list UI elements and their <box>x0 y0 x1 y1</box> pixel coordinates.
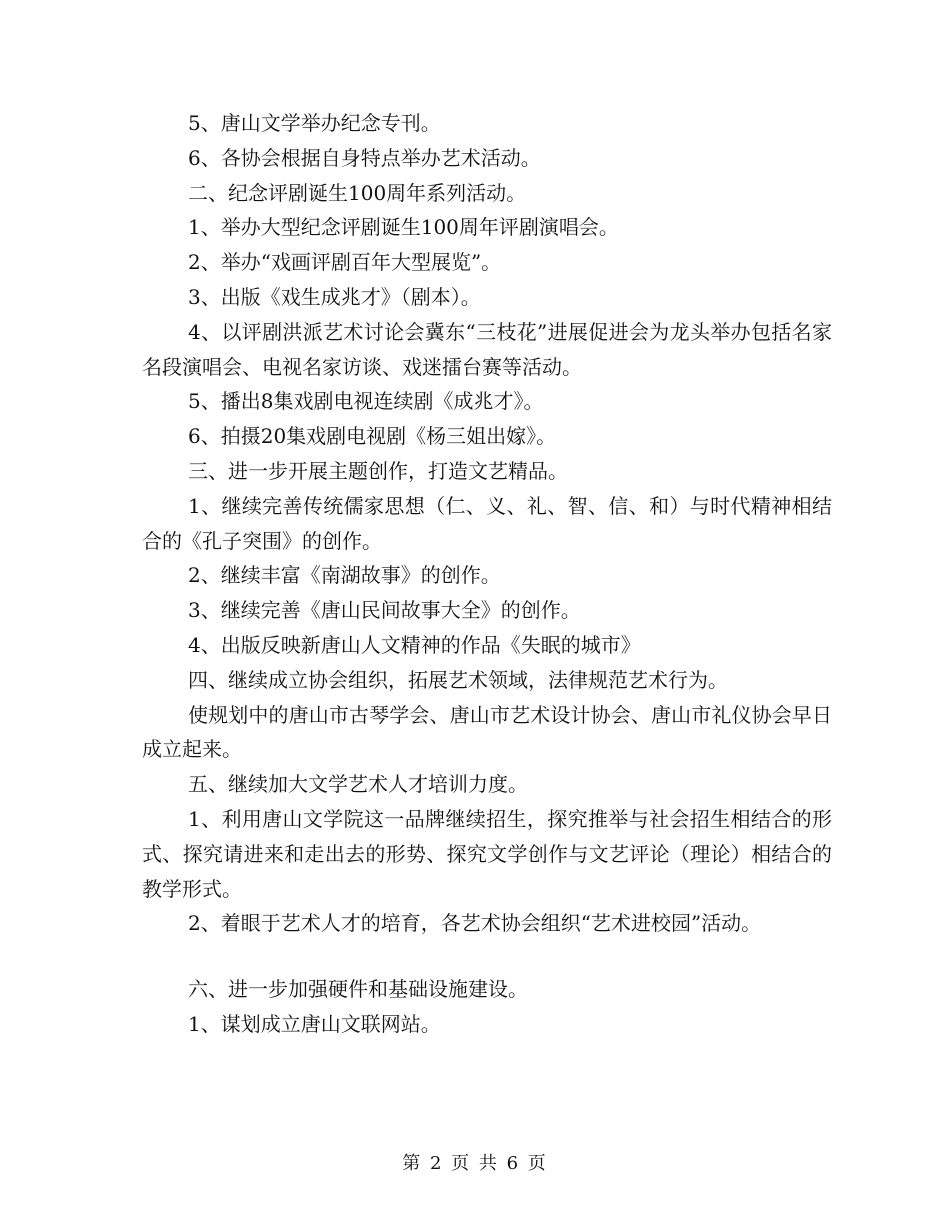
paragraph: 4、以评剧洪派艺术讨论会冀东“三枝花”进展促进会为龙头举办包括名家名段演唱会、电视名家访谈、戏迷擂台赛等活动。 <box>142 319 832 379</box>
paragraph: 4、出版反映新唐山人文精神的作品《失眠的城市》 <box>188 632 641 657</box>
document-body <box>142 106 832 1042</box>
paragraph: 3、继续完善《唐山民间故事大全》的创作。 <box>188 598 581 623</box>
paragraph: 2、举办“戏画评剧百年大型展览”。 <box>188 250 502 275</box>
paragraph: 6、各协会根据自身特点举办艺术活动。 <box>188 145 541 170</box>
page-number-footer: 第 2 页 共 6 页 <box>402 1153 548 1174</box>
section-heading: 二、纪念评剧诞生100周年系列活动。 <box>188 180 527 205</box>
paragraph: 2、继续丰富《南湖故事》的创作。 <box>188 563 501 588</box>
paragraph: 1、继续完善传统儒家思想（仁、义、礼、智、信、和）与时代精神相结合的《孔子突围》的创作。 <box>142 493 832 553</box>
paragraph: 6、拍摄20集戏剧电视剧《杨三姐出嫁》。 <box>188 424 557 449</box>
paragraph: 1、举办大型纪念评剧诞生100周年评剧演唱会。 <box>188 215 619 240</box>
section-heading: 六、进一步加强硬件和基础设施建设。 <box>188 977 528 1002</box>
paragraph: 使规划中的唐山市古琴学会、唐山市艺术设计协会、唐山市礼仪协会早日成立起来。 <box>142 702 832 762</box>
section-heading: 三、进一步开展主题创作，打造文艺精品。 <box>188 458 568 483</box>
paragraph: 5、播出8集戏剧电视连续剧《成兆才》。 <box>188 389 544 414</box>
paragraph: 1、利用唐山文学院这一品牌继续招生，探究推举与社会招生相结合的形式、探究请进来和走出去的形势、探究文学创作与文艺评论（理论）相结合的教学形式。 <box>142 806 832 901</box>
section-heading: 五、继续加大文学艺术人才培训力度。 <box>188 772 528 797</box>
paragraph: 1、谋划成立唐山文联网站。 <box>188 1011 441 1036</box>
paragraph: 3、出版《戏生成兆才》（剧本）。 <box>188 284 481 309</box>
paragraph: 5、唐山文学举办纪念专刊。 <box>188 111 441 135</box>
section-heading: 四、继续成立协会组织，拓展艺术领域，法律规范艺术行为。 <box>188 667 728 692</box>
paragraph: 2、着眼于艺术人才的培育，各艺术协会组织“艺术进校园”活动。 <box>188 911 762 936</box>
